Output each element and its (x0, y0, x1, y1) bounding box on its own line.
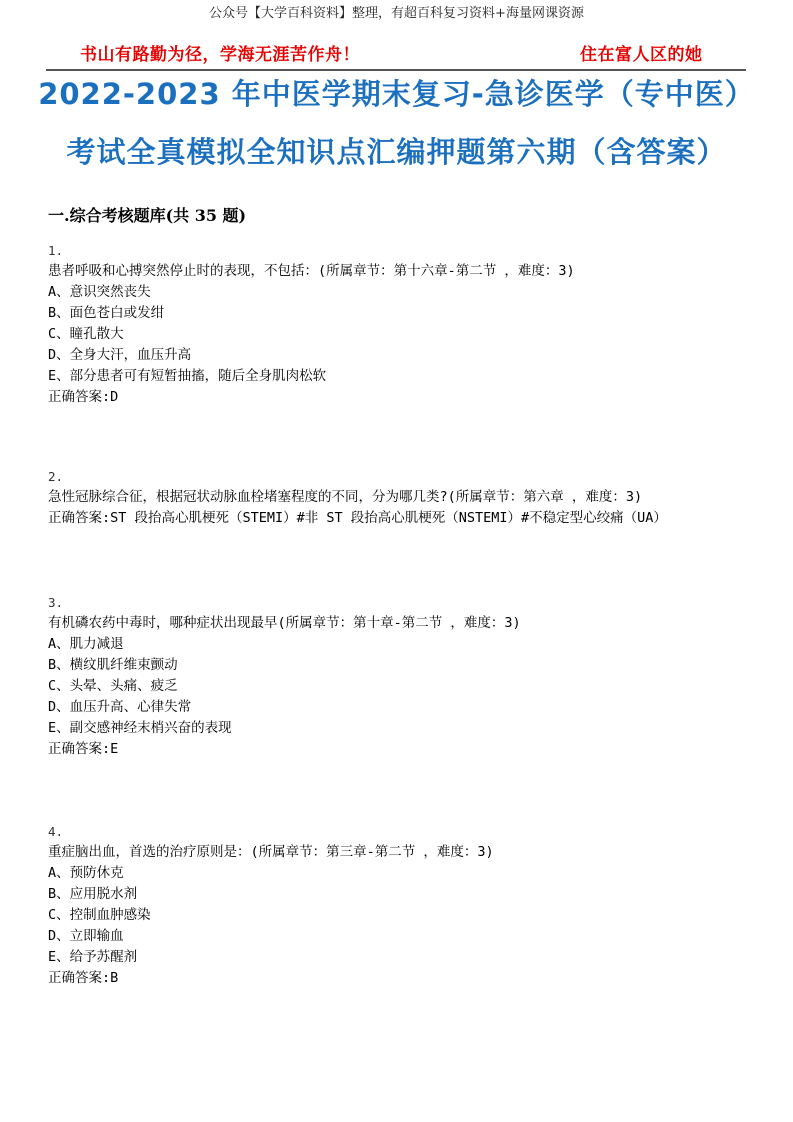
option-d: D、血压升高、心律失常 (48, 699, 192, 715)
document-title-line-2: 考试全真模拟全知识点汇编押题第六期（含答案） (66, 135, 727, 169)
motto-right: 住在富人区的她 (580, 45, 703, 65)
correct-answer: 正确答案:B (48, 970, 119, 986)
motto-left: 书山有路勤为径，学海无涯苦作舟！ (80, 45, 360, 65)
question-stem: 患者呼吸和心搏突然停止时的表现，不包括：(所属章节：第十六章-第二节 ，难度：3) (48, 263, 575, 279)
question-stem: 有机磷农药中毒时，哪种症状出现最早(所属章节：第十章-第二节 ，难度：3) (48, 615, 521, 631)
option-d: D、全身大汗，血压升高 (48, 347, 192, 363)
option-e: E、部分患者可有短暂抽搐，随后全身肌肉松软 (48, 368, 327, 384)
question-number: 1. (48, 243, 64, 258)
option-c: C、控制血肿感染 (48, 907, 151, 923)
option-e: E、给予苏醒剂 (48, 949, 138, 965)
option-b: B、应用脱水剂 (48, 886, 138, 902)
option-c: C、瞳孔散大 (48, 326, 124, 342)
option-a: A、意识突然丧失 (48, 284, 151, 300)
question-4 (48, 821, 768, 989)
option-d: D、立即输血 (48, 928, 124, 944)
correct-answer: 正确答案:D (48, 389, 119, 405)
option-e: E、副交感神经末梢兴奋的表现 (48, 720, 232, 736)
header-divider (46, 69, 746, 71)
question-stem: 急性冠脉综合征，根据冠状动脉血栓堵塞程度的不同，分为哪几类?(所属章节：第六章 ，难度：3) (48, 489, 643, 505)
option-b: B、横纹肌纤维束颤动 (48, 657, 178, 673)
question-1 (48, 240, 768, 408)
correct-answer: 正确答案:ST 段抬高心肌梗死（STEMI）#非 ST 段抬高心肌梗死（NSTEMI）#不稳定型心绞痛（UA） (48, 510, 667, 526)
section-heading: 一.综合考核题库(共 35 题) (48, 206, 247, 225)
question-stem: 重症脑出血，首选的治疗原则是：(所属章节：第三章-第二节 ，难度：3) (48, 844, 494, 860)
correct-answer: 正确答案:E (48, 741, 119, 757)
option-b: B、面色苍白或发绀 (48, 305, 165, 321)
source-note: 公众号【大学百科资料】整理，有超百科复习资料+海量网课资源 (209, 6, 584, 21)
question-number: 2. (48, 469, 64, 484)
document-title-line-1: 2022-2023 年中医学期末复习-急诊医学（专中医） (38, 77, 755, 111)
option-a: A、肌力减退 (48, 636, 124, 652)
question-number: 4. (48, 824, 64, 839)
option-a: A、预防休克 (48, 865, 124, 881)
question-2 (48, 466, 768, 529)
option-c: C、头晕、头痛、疲乏 (48, 678, 178, 694)
question-3 (48, 592, 768, 760)
question-number: 3. (48, 595, 64, 610)
